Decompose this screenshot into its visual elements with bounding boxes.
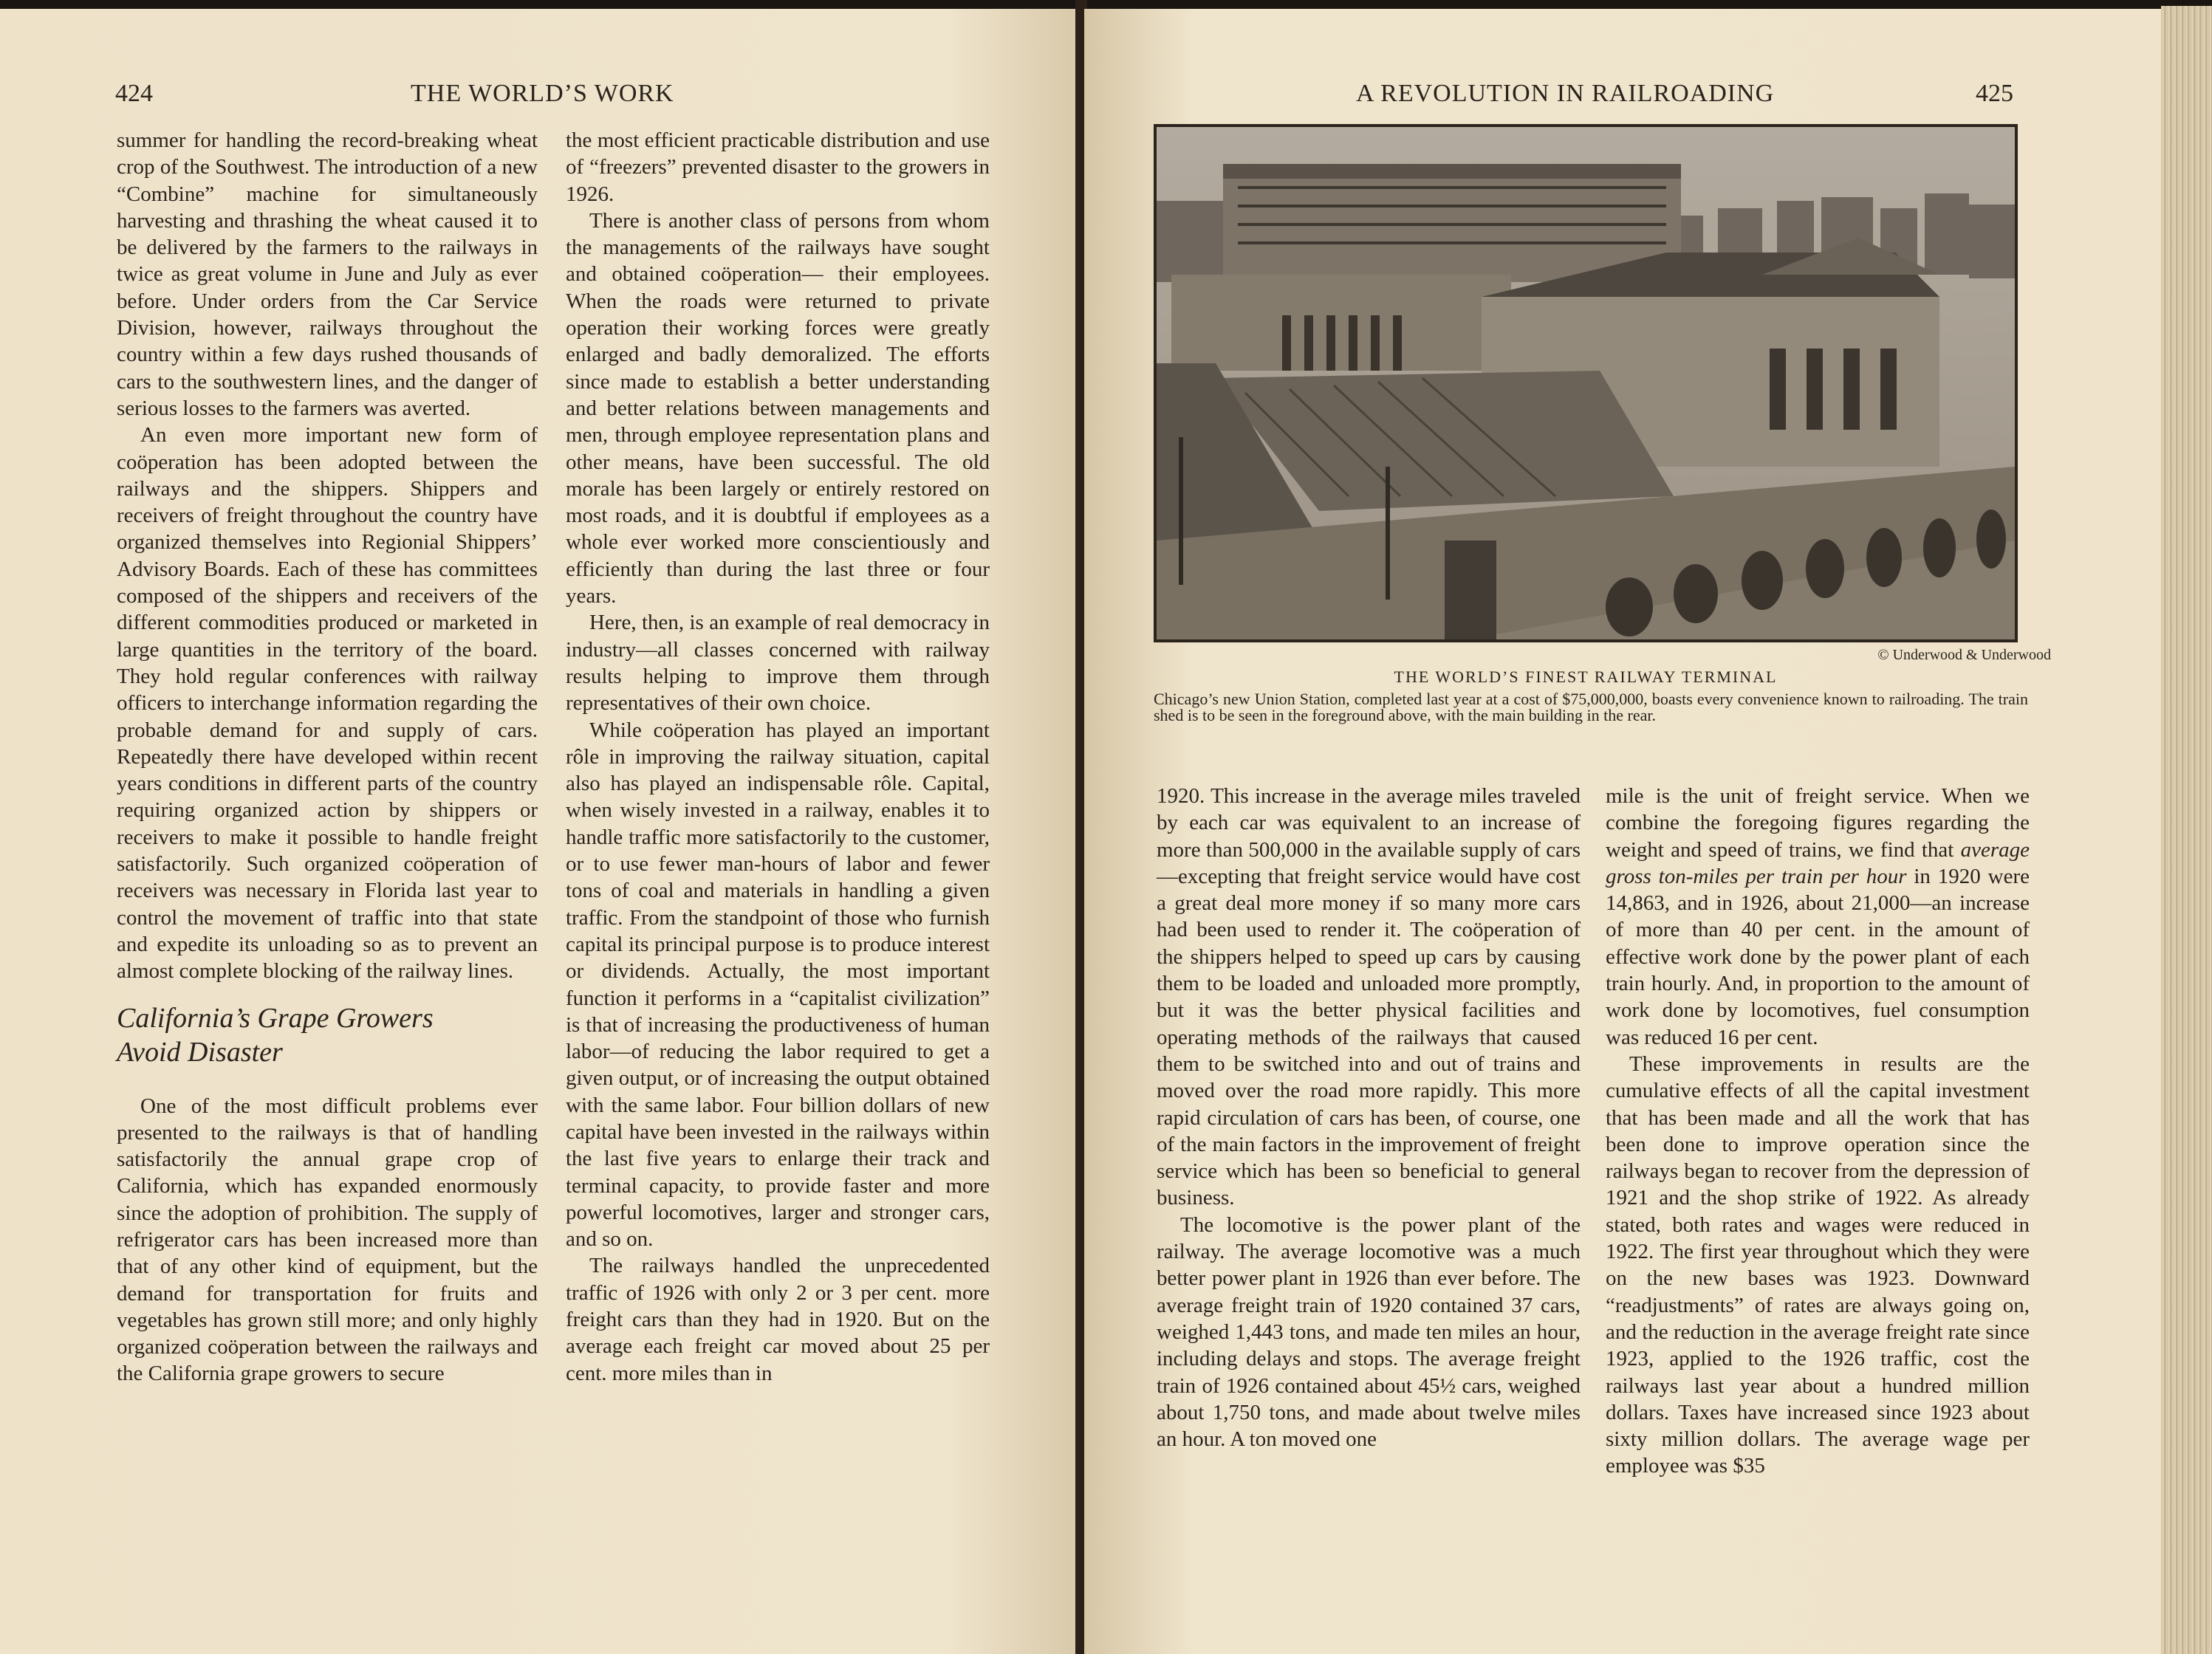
right-column-2 xyxy=(1606,783,2030,1480)
paragraph xyxy=(1606,783,2030,1051)
left-column-2 xyxy=(566,127,990,1387)
paragraph: Here, then, is an example of real democracy in industry—all classes concerned with railway results helping to improve them through representatives of their own choice. xyxy=(566,611,990,716)
paragraph: These improvements in results are the cumulative effects of all the capital investment that has been made and all the work that has been done to improve operation since the railways began to recover from the depression of 1921 and the shop strike of 1922. As already stated, both rates and wages were reduced in 1922. The first year throughout which they were on the new bases was 1923. Downward “readjustments” of rates are always going on, and the reduction in the average freight rate since 1923, applied to the 1926 traffic, cost the railways last year about a hundred million dollars. Taxes have increased since 1923 about sixty million dollars. The average wage per employee was $35 xyxy=(1606,1051,2030,1478)
left-page xyxy=(0,9,1078,1654)
text-run: in 1920 were 14,863, and in 1926, about 21,000—an increase of more than 40 per cent. in the amount of effective work done by the power plant of each train hourly. And, in proportion to the amount of work done by locomotives, fuel consumption was reduced 16 per cent. xyxy=(1606,864,2030,1049)
caption-text: Chicago’s new Union Station, completed last year at a cost of $75,000,000, boasts every convenience known to railroading. The train shed is to be seen in the foreground above, with the main building in the rear. xyxy=(1154,690,2028,724)
right-column-1 xyxy=(1157,783,1581,1452)
paragraph: One of the most difficult problems ever presented to the railways is that of handling satisfactorily the annual grape crop of California, which has expanded enormously since the adoption of prohibition. The supply of refrigerator cars has been increased more than that of any other kind of equipment, but the demand for transportation for fruits and vegetables has grown still more; and only highly organized coöperation between the railways and the California grape growers to secure xyxy=(117,1094,538,1386)
paragraph: the most efficient practicable distribution and use of “freezers” prevented disaster to the growers in 1926. xyxy=(566,128,990,206)
paragraph: An even more important new form of coöperation has been adopted between the railways and the shippers. Shippers and receivers of freight throughout the country have organized themselves into Regionial Shippers’ Advisory Boards. Each of these has committees composed of the shippers and receivers of the different commodities produced or marketed in large quantities in the territory of the board. They hold regular conferences with railway officers to interchange information regarding the probable demand for and supply of cars. Repeatedly there have developed within recent years conditions in different parts of the country requiring organized action by shippers or receivers to make it possible to handle freight satisfactorily. Such organized coöperation of receivers was necessary in Florida last year to control the movement of traffic into that state and expedite its unloading so as to prevent an almost complete blocking of the railway lines. xyxy=(117,423,538,984)
paragraph: summer for handling the record-breaking wheat crop of the Southwest. The introduction of a new “Combine” machine for simultaneously harvesting and thrashing the wheat caused it to be delivered by the farmers to the railways in twice as great volume in June and July as ever before. Under orders from the Car Service Division, however, railways throughout the country within a few days rushed thousands of cars to the southwestern lines, and the danger of serious losses to the farmers was averted. xyxy=(117,128,538,420)
photo-credit: © Underwood & Underwood xyxy=(1877,647,2051,663)
paragraph: The railways handled the unprecedented traffic of 1926 with only 2 or 3 per cent. more freight cars than they had in 1920. But on the average each freight car moved about 25 per cent. more miles than in xyxy=(566,1254,990,1385)
paragraph: 1920. This increase in the average miles traveled by each car was equivalent to an increase of more than 500,000 in the available supply of cars—excepting that freight service would have cost a great deal more money if so many more cars had been used to render it. The coöperation of the shippers helped to speed up cars by causing them to be loaded and unloaded more promptly, but it was the better physical facilities and operating methods of the railways that caused them to be switched into and out of trains and moved over the road more rapidly. This more rapid circulation of cars has been, of course, one of the main factors in the improvement of freight service which has been so beneficial to general business. xyxy=(1157,784,1581,1210)
subheading-line-2: Avoid Disaster xyxy=(117,1036,283,1068)
italic-phrase: average gross ton-miles per train per hour xyxy=(1606,837,2030,888)
page-number-left: 424 xyxy=(115,80,153,107)
caption-title: THE WORLD’S FINEST RAILWAY TERMINAL xyxy=(1394,668,1778,686)
page-number-right: 425 xyxy=(1976,80,2013,107)
running-head-right: A REVOLUTION IN RAILROADING xyxy=(1356,80,1775,107)
left-column-1 xyxy=(117,127,538,1387)
union-station-photo xyxy=(1154,124,2018,642)
paragraph: While coöperation has played an important rôle in improving the railway situation, capital also has played an indispensable rôle. Capital, when wisely invested in a railway, enables it to handle traffic more satisfactorily to the customer, or to use fewer man-hours of labor and fewer tons of coal and materials in handling a given traffic. From the standpoint of those who furnish capital its principal purpose is to produce interest or dividends. Actually, the most important function it performs in a “capitalist civilization” is that of increasing the productiveness of human labor—of reducing the labor required to get a given output, or of increasing the output obtained with the same labor. Four billion dollars of new capital have been invested in the railways within the last five years to enlarge their track and terminal capacity, to provide faster and more powerful locomotives, larger and stronger cars, and so on. xyxy=(566,718,990,1252)
running-head-left: THE WORLD’S WORK xyxy=(411,80,674,107)
text-run: mile is the unit of freight service. When we combine the foregoing figures regarding the weight and speed of trains, we find that xyxy=(1606,784,2030,862)
paragraph: The locomotive is the power plant of the railway. The average locomotive was a much better power plant in 1926 than ever before. The average freight train of 1920 contained 37 cars, weighed 1,443 tons, and made ten miles an hour, including delays and stops. The average freight train of 1926 contained about 45½ cars, weighed about 1,750 tons, and made about twelve miles an hour. A ton moved one xyxy=(1157,1212,1581,1452)
subheading-line-1: California’s Grape Growers xyxy=(117,1002,434,1034)
page-edges xyxy=(2161,6,2212,1654)
station-illustration xyxy=(1157,127,2015,639)
section-subheading xyxy=(117,1001,538,1069)
paragraph: There is another class of persons from whom the managements of the railways have sought and obtained coöperation— their employees. When the roads were returned to private operation their working forces were greatly enlarged and badly demoralized. The efforts since made to establish a better understanding and better relations between managements and men, through employee representation plans and other means, have been successful. The old morale has been largely or entirely restored on most roads, and it is doubtful if employees as a whole ever worked more conscientiously and efficiently than during the last three or four years. xyxy=(566,208,990,608)
